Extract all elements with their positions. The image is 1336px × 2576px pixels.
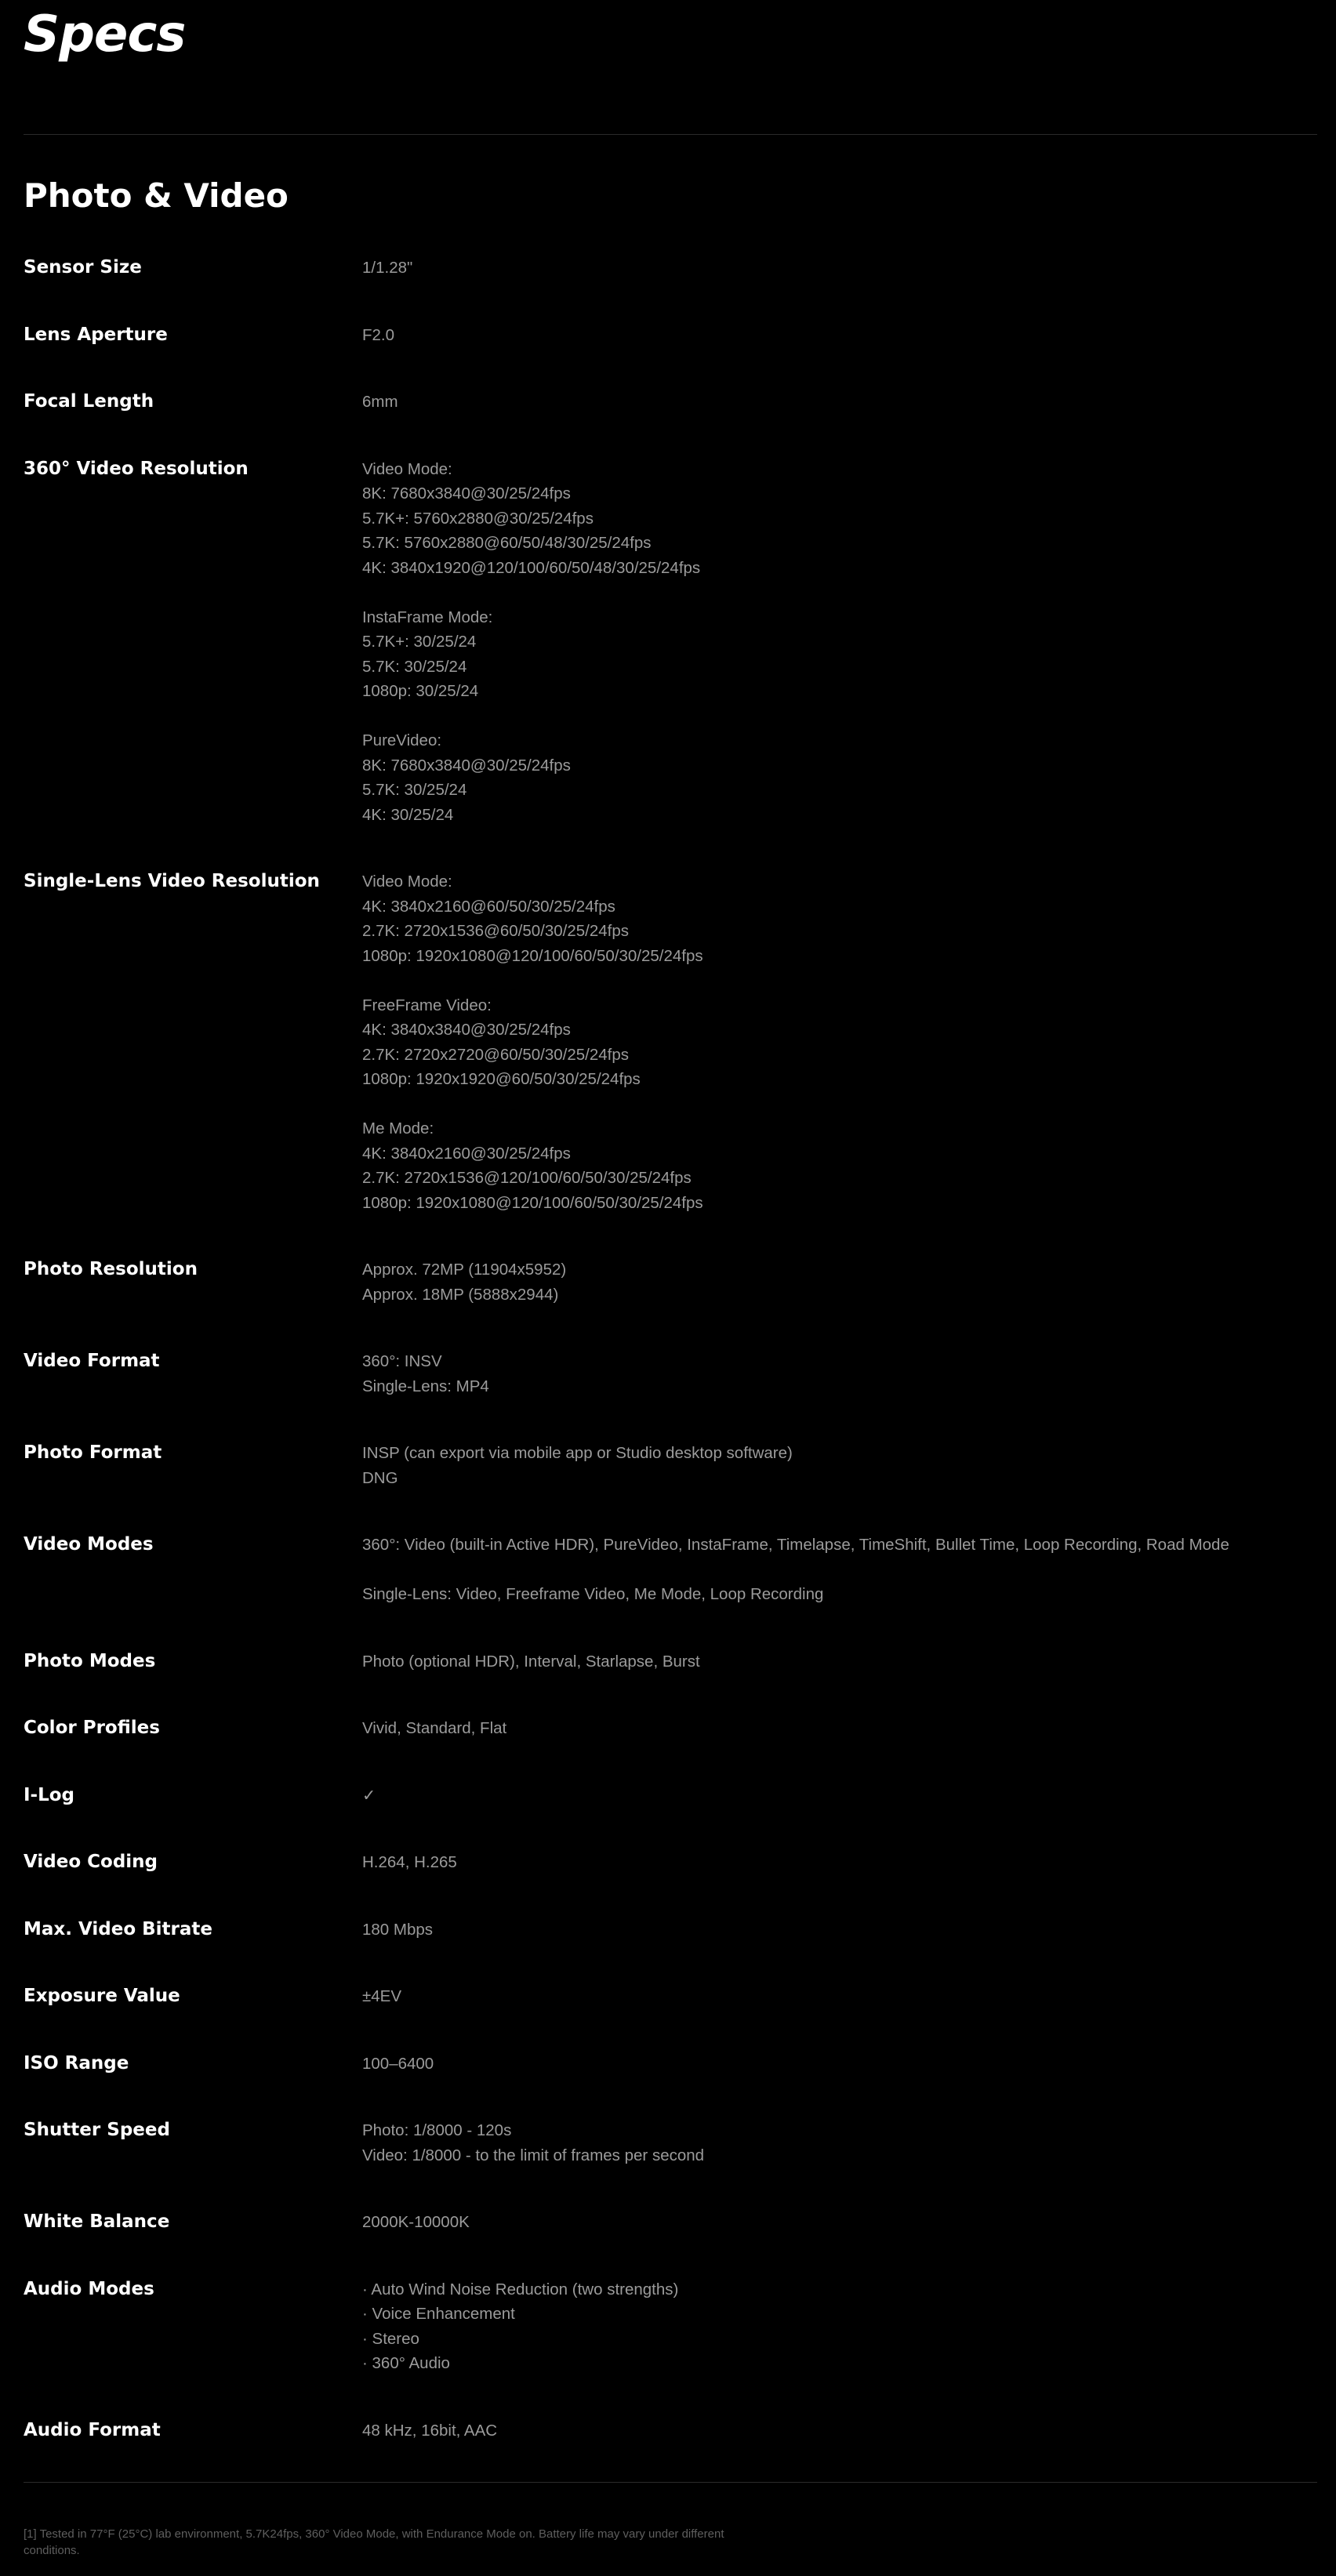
spec-value-line: Me Mode:	[362, 1119, 434, 1137]
spec-value	[362, 1850, 1317, 1875]
spec-value	[362, 1533, 1317, 1607]
spec-value-group	[362, 1649, 1317, 1674]
spec-value-group	[362, 1716, 1317, 1741]
spec-row-audio-format	[24, 2418, 1317, 2444]
spec-value-line: 4K: 3840x1920@120/100/60/50/48/30/25/24fps	[362, 558, 701, 577]
spec-value-line: F2.0	[362, 325, 395, 344]
spec-value-line: 100–6400	[362, 2054, 434, 2073]
spec-label: Audio Modes	[24, 2278, 154, 2299]
spec-row-photo-resolution	[24, 1257, 1317, 1307]
spec-value-line: 5.7K: 5760x2880@60/50/48/30/25/24fps	[362, 534, 652, 552]
spec-label: Photo Format	[24, 1442, 162, 1463]
spec-value	[362, 2118, 1317, 2168]
spec-label: I-Log	[24, 1784, 75, 1805]
spec-value-line: · Auto Wind Noise Reduction (two strengths)	[362, 2280, 679, 2298]
spec-value-group	[362, 869, 1317, 968]
spec-value-line: InstaFrame Mode:	[362, 608, 493, 626]
spec-value	[362, 2277, 1317, 2376]
spec-value-line: 4K: 30/25/24	[362, 805, 454, 824]
spec-value-group	[362, 2277, 1317, 2376]
spec-label: Video Coding	[24, 1852, 158, 1872]
spec-label: Photo Modes	[24, 1650, 156, 1671]
spec-label: Video Format	[24, 1351, 160, 1371]
spec-row-360-video-resolution	[24, 457, 1317, 828]
spec-value-group	[362, 1441, 1317, 1490]
spec-row-sensor-size	[24, 256, 1317, 281]
spec-value-line: 4K: 3840x2160@60/50/30/25/24fps	[362, 897, 615, 916]
spec-label: White Balance	[24, 2211, 170, 2232]
spec-value-group	[362, 993, 1317, 1092]
spec-value	[362, 323, 1317, 348]
spec-value-line: Single-Lens: Video, Freeframe Video, Me Mode, Loop Recording	[362, 1585, 824, 1603]
spec-value-line: Vivid, Standard, Flat	[362, 1719, 507, 1737]
spec-row-i-log	[24, 1783, 1317, 1809]
spec-value-line: 1/1.28"	[362, 259, 413, 277]
spec-value-group	[362, 1917, 1317, 1943]
spec-value-group	[362, 1850, 1317, 1875]
spec-value-line: Approx. 72MP (11904x5952)	[362, 1261, 567, 1279]
spec-value-group	[362, 323, 1317, 348]
spec-value-line: 4K: 3840x2160@30/25/24fps	[362, 1144, 571, 1163]
spec-value-line: 2.7K: 2720x1536@60/50/30/25/24fps	[362, 922, 629, 940]
spec-row-max-video-bitrate	[24, 1917, 1317, 1943]
spec-value	[362, 1716, 1317, 1741]
spec-value-group	[362, 605, 1317, 704]
spec-value-group	[362, 457, 1317, 581]
spec-value	[362, 2210, 1317, 2235]
spec-value-group	[362, 1533, 1317, 1558]
spec-value	[362, 869, 1317, 1215]
spec-value-line: Photo: 1/8000 - 120s	[362, 2121, 512, 2139]
spec-value	[362, 390, 1317, 415]
spec-value-line: 360°: INSV	[362, 1352, 442, 1370]
spec-label: Focal Length	[24, 391, 154, 412]
spec-value	[362, 1917, 1317, 1943]
section-title: Photo & Video	[24, 176, 289, 215]
spec-value-line: FreeFrame Video:	[362, 996, 492, 1014]
spec-value-group	[362, 1349, 1317, 1399]
bottom-divider	[24, 2482, 1317, 2483]
spec-value-line: 2.7K: 2720x2720@60/50/30/25/24fps	[362, 1045, 629, 1064]
spec-row-photo-modes	[24, 1649, 1317, 1674]
spec-value-line: H.264, H.265	[362, 1853, 457, 1871]
spec-value-group	[362, 1257, 1317, 1307]
spec-row-audio-modes	[24, 2277, 1317, 2376]
spec-value-line: PureVideo:	[362, 731, 442, 749]
spec-value	[362, 1649, 1317, 1674]
spec-value-group	[362, 390, 1317, 415]
spec-label: ISO Range	[24, 2052, 129, 2073]
spec-value	[362, 1349, 1317, 1399]
top-divider	[24, 134, 1317, 135]
spec-label: Photo Resolution	[24, 1259, 198, 1279]
spec-value-line: Video Mode:	[362, 873, 452, 891]
spec-row-video-coding	[24, 1850, 1317, 1875]
spec-value-line: · 360° Audio	[362, 2354, 450, 2372]
spec-value-line: Video: 1/8000 - to the limit of frames per second	[362, 2146, 705, 2164]
spec-value-line: 360°: Video (built-in Active HDR), PureVideo, InstaFrame, Timelapse, TimeShift, Bullet Time, Loop Recording, Road Mode	[362, 1536, 1229, 1554]
spec-value-line: 8K: 7680x3840@30/25/24fps	[362, 484, 571, 503]
spec-value-line: 180 Mbps	[362, 1920, 434, 1939]
spec-value	[362, 256, 1317, 281]
spec-value-line: 5.7K+: 30/25/24	[362, 633, 477, 651]
spec-value-group	[362, 2418, 1317, 2444]
spec-value-group	[362, 2210, 1317, 2235]
spec-value-line: 1080p: 30/25/24	[362, 682, 479, 700]
spec-value	[362, 2418, 1317, 2444]
spec-label: Audio Format	[24, 2419, 161, 2440]
spec-label: Max. Video Bitrate	[24, 1918, 213, 1939]
spec-value-line: 2000K-10000K	[362, 2213, 470, 2231]
spec-value-line: · Stereo	[362, 2329, 419, 2348]
spec-value-group	[362, 1116, 1317, 1215]
spec-value-group	[362, 2052, 1317, 2077]
spec-value	[362, 457, 1317, 828]
spec-value-line: · Voice Enhancement	[362, 2305, 515, 2323]
spec-value-line: Photo (optional HDR), Interval, Starlapse, Burst	[362, 1652, 700, 1671]
spec-value-line: 48 kHz, 16bit, AAC	[362, 2421, 498, 2440]
spec-value	[362, 2052, 1317, 2077]
spec-label: Exposure Value	[24, 1986, 180, 2006]
spec-row-shutter-speed	[24, 2118, 1317, 2168]
spec-row-single-lens-video-resolution	[24, 869, 1317, 1215]
spec-value-line: 2.7K: 2720x1536@120/100/60/50/30/25/24fps	[362, 1169, 692, 1187]
spec-label: Shutter Speed	[24, 2120, 170, 2140]
spec-value-line: ±4EV	[362, 1987, 401, 2005]
spec-row-color-profiles	[24, 1716, 1317, 1741]
spec-value-group	[362, 2118, 1317, 2168]
page-title: Specs	[24, 5, 186, 63]
spec-row-video-format	[24, 1349, 1317, 1399]
spec-label: Color Profiles	[24, 1718, 160, 1738]
spec-row-iso-range	[24, 2052, 1317, 2077]
spec-label: Video Modes	[24, 1534, 154, 1555]
spec-value-line: Single-Lens: MP4	[362, 1377, 489, 1395]
spec-value	[362, 1441, 1317, 1490]
spec-value-line: DNG	[362, 1468, 398, 1487]
spec-row-white-balance	[24, 2210, 1317, 2235]
spec-value-line: INSP (can export via mobile app or Studio desktop software)	[362, 1444, 793, 1462]
spec-value-line: 4K: 3840x3840@30/25/24fps	[362, 1021, 571, 1039]
spec-row-photo-format	[24, 1441, 1317, 1490]
spec-label: 360° Video Resolution	[24, 458, 249, 479]
spec-value-group	[362, 1783, 1317, 1809]
footnote: [1] Tested in 77°F (25°C) lab environment, 5.7K24fps, 360° Video Mode, with Endurance Mode on. Battery life may vary under different conditions.	[24, 2527, 724, 2557]
spec-value-group	[362, 256, 1317, 281]
spec-label: Single-Lens Video Resolution	[24, 871, 320, 891]
spec-value-line: 8K: 7680x3840@30/25/24fps	[362, 756, 571, 775]
spec-row-lens-aperture	[24, 323, 1317, 348]
spec-row-exposure-value	[24, 1984, 1317, 2009]
spec-value-group	[362, 1582, 1317, 1607]
spec-value-line: 5.7K+: 5760x2880@30/25/24fps	[362, 509, 594, 528]
spec-value-line: 1080p: 1920x1920@60/50/30/25/24fps	[362, 1070, 641, 1088]
spec-value-line: 6mm	[362, 393, 398, 411]
spec-value-line: 5.7K: 30/25/24	[362, 657, 467, 676]
spec-row-video-modes	[24, 1533, 1317, 1607]
spec-value-line: 1080p: 1920x1080@120/100/60/50/30/25/24fps	[362, 946, 703, 965]
spec-value-line: ✓	[362, 1786, 376, 1805]
spec-label: Sensor Size	[24, 257, 142, 278]
spec-value-line: 1080p: 1920x1080@120/100/60/50/30/25/24fps	[362, 1193, 703, 1212]
spec-value	[362, 1783, 1317, 1809]
spec-value-line: Approx. 18MP (5888x2944)	[362, 1285, 559, 1304]
spec-label: Lens Aperture	[24, 324, 168, 345]
spec-list	[24, 256, 1317, 2485]
spec-value	[362, 1257, 1317, 1307]
spec-value-group	[362, 1984, 1317, 2009]
spec-row-focal-length	[24, 390, 1317, 415]
spec-value-line: 5.7K: 30/25/24	[362, 781, 467, 799]
spec-value-group	[362, 728, 1317, 827]
spec-value	[362, 1984, 1317, 2009]
spec-value-line: Video Mode:	[362, 459, 452, 478]
